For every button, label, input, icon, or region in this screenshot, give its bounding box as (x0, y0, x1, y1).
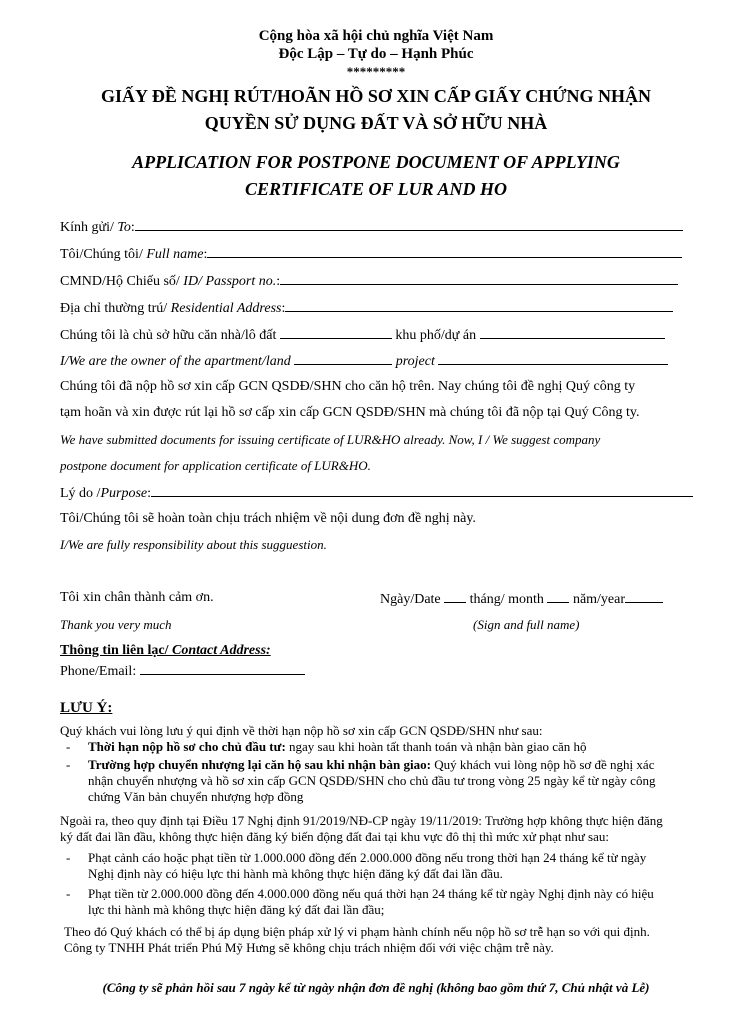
stars-divider: ********* (346, 64, 406, 79)
contact-heading (60, 643, 271, 659)
responsibility-en: I/We are fully responsibility about this sugguestion. (60, 537, 327, 552)
to-colon: : (130, 220, 135, 235)
note-bullet-2-line-1 (88, 757, 654, 772)
unit-blank-en[interactable] (294, 352, 392, 365)
penalty-1-line-1: Phạt cảnh cáo hoặc phạt tiền từ 1.000.000 đồng đến 2.000.000 đồng nếu trong thời hạn 24 tháng kể từ ngày (88, 850, 647, 865)
address-blank[interactable] (285, 299, 673, 312)
title-vi-line-1: GIẤY ĐỀ NGHỊ RÚT/HOÃN HỒ SƠ XIN CẤP GIẤY CHỨNG NHẬN (100, 86, 652, 106)
unit-blank-vi[interactable] (280, 326, 392, 339)
owner-label-vi: Chúng tôi là chủ sở hữu căn nhà/lô đất (60, 328, 277, 343)
note-bullet-2-line-2: nhận chuyển nhượng và hồ sơ xin cấp GCN QSDĐ/SHN cho chủ đầu tư trong vòng 25 ngày kể từ ngày công (88, 773, 656, 788)
to-label-en: To (117, 220, 131, 235)
responsibility-vi: Tôi/Chúng tôi sẽ hoàn toàn chịu trách nhiệm về nội dung đơn đề nghị này. (60, 511, 476, 526)
request-para-vi-1: Chúng tôi đã nộp hồ sơ xin cấp GCN QSDĐ/SHN cho căn hộ trên. Nay chúng tôi đề nghị Quý công ty (60, 379, 636, 394)
title-en-line-1: APPLICATION FOR POSTPONE DOCUMENT OF APPLYING (132, 152, 620, 172)
nation-name: Cộng hòa xã hội chủ nghĩa Việt Nam (258, 28, 494, 44)
decree-line-1: Ngoài ra, theo quy định tại Điều 17 Nghị định 91/2019/NĐ-CP ngày 19/11/2019: Trường hợp không thực hiện đăng (60, 813, 663, 828)
owner-field-en (60, 352, 668, 370)
address-label-en: Residential Address (170, 301, 282, 316)
contact-heading-en: Contact Address: (172, 643, 271, 658)
reason-label-vi: Lý do / (60, 486, 101, 501)
date-month-label: tháng/ month (469, 592, 544, 607)
to-label-vi: Kính gửi/ (60, 220, 118, 235)
sign-label: (Sign and full name) (473, 617, 580, 632)
id-label-vi: CMND/Hộ Chiếu số/ (60, 274, 184, 289)
request-para-en-2: postpone document for application certificate of LUR&HO. (60, 458, 371, 473)
bullet-2-bold: Trường hợp chuyển nhượng lại căn hộ sau khi nhận bàn giao: (88, 757, 431, 772)
phone-label: Phone/Email: (60, 664, 137, 679)
thanks-en: Thank you very much (60, 617, 172, 632)
notes-intro: Quý khách vui lòng lưu ý qui định về thời hạn nộp hồ sơ xin cấp GCN QSDĐ/SHN như sau: (60, 723, 543, 738)
id-field (60, 272, 678, 290)
project-blank-en[interactable] (438, 352, 668, 365)
id-colon: : (276, 274, 281, 289)
month-blank[interactable] (547, 590, 569, 603)
phone-field (60, 662, 305, 680)
footer-note: (Công ty sẽ phản hồi sau 7 ngày kể từ ngày nhận đơn đề nghị (không bao gồm thứ 7, Chủ nhật và Lễ) (102, 980, 650, 995)
date-year-label: năm/year (572, 592, 626, 607)
penalty-dash-2: - (66, 886, 71, 901)
bullet-1-text: ngay sau khi hoàn tất thanh toán và nhận bàn giao căn hộ (285, 739, 587, 754)
date-field (380, 590, 663, 608)
penalty-1-line-2: Nghị định này có hiệu lực thi hành mà không thực hiện đăng ký đất đai lần đầu. (88, 866, 503, 881)
bullet-2-text-1: Quý khách vui lòng nộp hồ sơ đề nghị xác (430, 757, 655, 772)
reason-field (60, 484, 693, 502)
bullet-1-bold: Thời hạn nộp hồ sơ cho chủ đầu tư: (88, 739, 286, 754)
name-field (60, 245, 682, 263)
owner-label-en: I/We are the owner of the apartment/land (60, 354, 291, 369)
penalty-dash-1: - (66, 850, 71, 865)
id-blank[interactable] (280, 272, 678, 285)
notes-heading: LƯU Ý: (60, 700, 113, 716)
owner-field-vi (60, 326, 665, 344)
name-label-vi: Tôi/Chúng tôi/ (60, 247, 147, 262)
day-blank[interactable] (444, 590, 466, 603)
name-colon: : (203, 247, 208, 262)
phone-blank[interactable] (140, 662, 305, 675)
bullet-dash-1: - (66, 739, 71, 754)
area-label-vi: khu phố/dự án (395, 328, 477, 343)
contact-heading-vi: Thông tin liên lạc/ (60, 643, 173, 658)
title-vi-line-2: QUYỀN SỬ DỤNG ĐẤT VÀ SỞ HỮU NHÀ (204, 113, 548, 133)
project-label-en: project (395, 354, 435, 369)
reason-blank[interactable] (151, 484, 693, 497)
title-en-line-2: CERTIFICATE OF LUR AND HO (244, 179, 508, 199)
id-label-en: ID/ Passport no. (183, 274, 277, 289)
name-label-en: Full name (146, 247, 204, 262)
year-blank[interactable] (625, 590, 663, 603)
to-blank[interactable] (135, 218, 683, 231)
decree-line-2: ký đất đai lần đầu, không thực hiện đăng ký biến động đất đai tại khu vực đô thị thì mức xử phạt như sau: (60, 829, 609, 844)
final-note-1: Theo đó Quý khách có thể bị áp dụng biện pháp xử lý vi phạm hành chính nếu nộp hồ sơ trễ hạn so với qui định. (64, 924, 650, 939)
to-field (60, 218, 683, 236)
note-bullet-2-line-3: chứng Văn bản chuyển nhượng hợp đồng (88, 789, 304, 804)
address-colon: : (281, 301, 286, 316)
request-para-en-1: We have submitted documents for issuing certificate of LUR&HO already. Now, I / We suggest company (60, 432, 601, 447)
date-day-label: Ngày/Date (380, 592, 441, 607)
area-blank-vi[interactable] (480, 326, 665, 339)
address-field (60, 299, 673, 317)
thanks-vi: Tôi xin chân thành cảm ơn. (60, 590, 214, 605)
penalty-2-line-1: Phạt tiền từ 2.000.000 đồng đến 4.000.000 đồng nếu quá thời hạn 24 tháng kể từ ngày Nghị định này có hiệu (88, 886, 654, 901)
address-label-vi: Địa chỉ thường trú/ (60, 301, 171, 316)
final-note-2: Công ty TNHH Phát triển Phú Mỹ Hưng sẽ không chịu trách nhiệm đối với việc chậm trễ này. (64, 940, 554, 955)
national-motto: Độc Lập – Tự do – Hạnh Phúc (278, 46, 474, 62)
name-blank[interactable] (207, 245, 682, 258)
bullet-dash-2: - (66, 757, 71, 772)
request-para-vi-2: tạm hoãn và xin được rút lại hồ sơ cấp xin cấp GCN QSDĐ/SHN mà chúng tôi đã nộp tại Quý Công ty. (60, 405, 640, 420)
note-bullet-1 (88, 739, 587, 754)
penalty-2-line-2: lực thi hành mà không thực hiện đăng ký đất đai lần đầu; (88, 902, 385, 917)
reason-colon: : (147, 486, 152, 501)
reason-label-en: Purpose (100, 486, 148, 501)
